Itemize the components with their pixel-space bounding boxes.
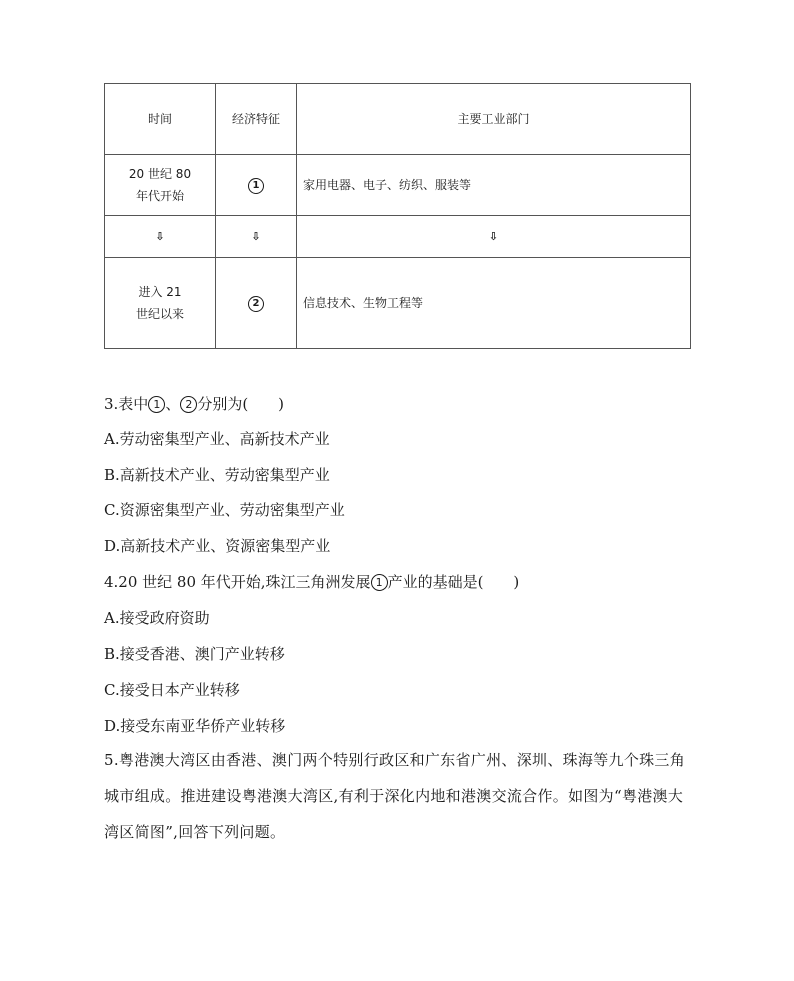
circled-number-1: 1	[248, 178, 264, 194]
header-feature: 经济特征	[216, 84, 297, 155]
question-4-stem: 4.20 世纪 80 年代开始,珠江三角洲发展 1 产业的基础是( )	[104, 573, 520, 591]
circled-number-2: 2	[180, 396, 197, 413]
feature-cell	[216, 155, 297, 216]
sectors-cell: 信息技术、生物工程等	[297, 258, 691, 349]
header-sectors: 主要工业部门	[297, 84, 691, 155]
time-line-2: 世纪以来	[135, 307, 184, 321]
circled-number-2: 2	[248, 296, 264, 312]
table-row	[105, 155, 691, 216]
question-3-option-a[interactable]: A.劳动密集型产业、高新技术产业	[104, 430, 330, 448]
down-arrow-icon: ⇩	[105, 216, 216, 258]
circled-number-1: 1	[148, 396, 165, 413]
sectors-cell: 家用电器、电子、纺织、服装等	[297, 155, 691, 216]
time-line-2: 年代开始	[135, 189, 184, 203]
question-3-option-d[interactable]: D.高新技术产业、资源密集型产业	[104, 537, 331, 555]
circled-number-1: 1	[371, 574, 388, 591]
question-4-option-a[interactable]: A.接受政府资助	[104, 609, 210, 627]
feature-cell	[216, 258, 297, 349]
question-4-option-b[interactable]: B.接受香港、澳门产业转移	[104, 645, 285, 663]
question-3-option-c[interactable]: C.资源密集型产业、劳动密集型产业	[104, 501, 345, 519]
question-4-option-d[interactable]: D.接受东南亚华侨产业转移	[104, 717, 286, 735]
question-5-text: 5.粤港澳大湾区由香港、澳门两个特别行政区和广东省广州、深圳、珠海等九个珠三角城市组成。推进建设粤港澳大湾区,有利于深化内地和港澳交流合作。如图为“粤港澳大湾区简图”,回答下列问题。	[104, 751, 686, 841]
question-3-stem: 3.表中 1 、 2 分别为( )	[104, 395, 285, 413]
industry-table	[104, 83, 691, 349]
table-row	[105, 258, 691, 349]
time-cell	[105, 258, 216, 349]
header-time: 时间	[105, 84, 216, 155]
question-4-option-c[interactable]: C.接受日本产业转移	[104, 681, 240, 699]
time-cell	[105, 155, 216, 216]
table-arrow-row	[105, 216, 691, 258]
time-line-1: 20 世纪 80	[128, 167, 192, 181]
down-arrow-icon: ⇩	[297, 216, 691, 258]
table-header-row	[105, 84, 691, 155]
question-3-option-b[interactable]: B.高新技术产业、劳动密集型产业	[104, 466, 330, 484]
down-arrow-icon: ⇩	[216, 216, 297, 258]
time-line-1: 进入 21	[138, 285, 182, 299]
